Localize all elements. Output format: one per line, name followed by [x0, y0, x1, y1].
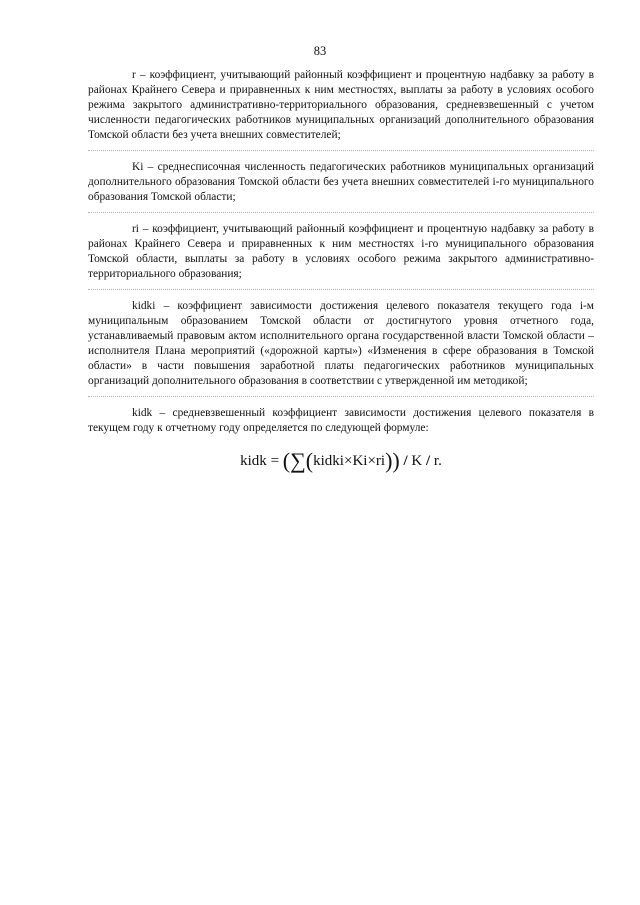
formula-divide: /	[426, 453, 431, 469]
formula-divide: /	[403, 453, 408, 469]
paragraph-r-definition: r – коэффициент, учитывающий районный коэффициент и процентную надбавку за работу в районах Крайнего Севера и приравненных к ним местностях, выплаты за работу в условиях особого режима закрытого административно-территориального образования, средневзвешенный с учетом численности педагогических работников муниципальных организаций дополнительного образования Томской области без учета внешних совместителей;	[88, 69, 594, 141]
formula-equals: =	[270, 453, 280, 469]
formula-term-ri: ri	[375, 453, 386, 469]
formula-times: ×	[343, 453, 353, 469]
formula-sigma: ∑	[290, 448, 306, 473]
page-content	[88, 68, 594, 471]
separator-line	[88, 212, 594, 213]
formula-term-ki: Ki	[352, 453, 368, 469]
formula-inner-open-paren: (	[305, 448, 314, 473]
formula-close-paren: )	[392, 448, 400, 473]
formula-divisor-r: r.	[433, 453, 442, 469]
formula-inner-close-paren: )	[385, 448, 393, 473]
paragraph-ki-definition: Ki – среднесписочная численность педагогических работников муниципальных организаций дополнительного образования Томской области без учета внешних совместителей i-го муниципального образования Томской области;	[88, 161, 594, 203]
formula-term-kidki: kidki	[313, 453, 344, 469]
formula-divisor-k: K	[411, 453, 423, 469]
paragraph-kidki-definition: kidki – коэффициент зависимости достижения целевого показателя текущего года i-м муниципальным образованием Томской области от достигнутого уровня отчетного года, устанавливаемый правовым актом исполнительного органа государственной власти Томской области – исполнителя Плана мероприятий («дорожной карты») «Изменения в сфере образования в Томской области» в части повышения заработной платы педагогических работников муниципальных организаций дополнительного образования в соответствии с утвержденной им методикой;	[88, 300, 594, 387]
paragraph-ri-definition: ri – коэффициент, учитывающий районный коэффициент и процентную надбавку за работу в районах Крайнего Севера и приравненных к ним местностях i-го муниципального образования Томской области, выплаты за работу в условиях особого режима закрытого административно-территориального образования;	[88, 223, 594, 280]
separator-line	[88, 150, 594, 151]
separator-line	[88, 289, 594, 290]
kidk-formula	[88, 448, 594, 473]
formula-open-paren: (	[282, 448, 291, 473]
separator-line	[88, 396, 594, 397]
formula-lhs: kidk	[240, 453, 267, 469]
formula-times: ×	[367, 453, 376, 469]
paragraph-kidk-definition: kidk – средневзвешенный коэффициент зависимости достижения целевого показателя в текущем году к отчетному году определяется по следующей формуле:	[88, 407, 594, 434]
page-number: 83	[313, 44, 327, 58]
